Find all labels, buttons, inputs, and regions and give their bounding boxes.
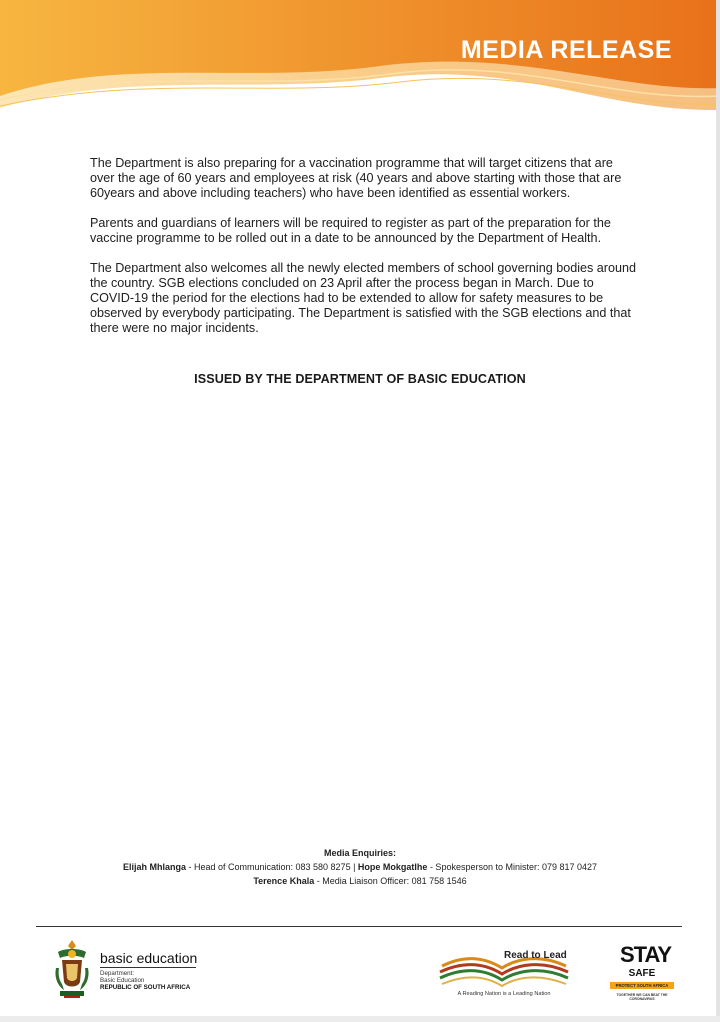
dept-logo-name: basic education bbox=[100, 950, 198, 966]
dept-logo-line1: Department: bbox=[100, 970, 135, 977]
stay-safe-word-stay: STAY bbox=[620, 942, 672, 967]
media-enquiries bbox=[0, 846, 720, 888]
contact-detail: - Spokesperson to Minister: 079 817 0427 bbox=[427, 862, 598, 872]
contact-line-2 bbox=[0, 874, 720, 888]
footer-divider bbox=[36, 926, 682, 927]
coat-of-arms-icon bbox=[50, 938, 94, 1000]
contact-name: Elijah Mhlanga bbox=[122, 862, 186, 872]
dept-logo-underline bbox=[100, 967, 196, 968]
dept-logo-line2: Basic Education bbox=[100, 977, 145, 985]
contact-detail: - Head of Communication: 083 580 8275 | bbox=[185, 862, 358, 872]
page-edge-shadow bbox=[716, 0, 720, 1022]
read-to-lead-tagline: A Reading Nation is a Leading Nation bbox=[457, 991, 551, 997]
stay-safe-small-text: TOGETHER WE CAN BEAT THE CORONAVIRUS bbox=[616, 993, 668, 1001]
release-body bbox=[90, 156, 638, 351]
media-release-title: MEDIA RELEASE bbox=[460, 36, 672, 64]
dept-basic-education-logo bbox=[50, 938, 250, 1004]
contact-name: Hope Mokgatlhe bbox=[357, 862, 428, 872]
paragraph-vaccination: The Department is also preparing for a vaccination programme that will target citizens that are over the age of 60 years and employees at risk (40 years and above starting with those that are 60years and above including teachers) who have been identified as essential workers. bbox=[90, 156, 622, 200]
issued-by-statement: ISSUED BY THE DEPARTMENT OF BASIC EDUCATION bbox=[194, 372, 526, 386]
read-to-lead-title: Read to Lead bbox=[504, 950, 567, 961]
protect-south-africa-bar: PROTECT SOUTH AFRICA bbox=[610, 982, 674, 989]
paragraph-sgb-elections: The Department also welcomes all the newly elected members of school governing bodies around the country. SGB elections concluded on 23 April after the process began in March. Due to COVID-19 the period for the elections had to be extended to allow for safety measures to be observed by everybody participating. The Department is satisfied with the SGB elections and that there were no major incidents. bbox=[90, 261, 637, 335]
enquiries-heading: Media Enquiries: bbox=[323, 848, 396, 858]
contact-detail: - Media Liaison Officer: 081 758 1546 bbox=[314, 876, 467, 886]
paragraph-registration: Parents and guardians of learners will be required to register as part of the preparation for the vaccine programme to be rolled out in a date to be announced by the Department of Health. bbox=[90, 216, 611, 245]
page-bottom-shadow bbox=[0, 1016, 720, 1022]
header-banner bbox=[0, 0, 720, 120]
dept-logo-subtext bbox=[100, 970, 190, 992]
dept-logo-line3: REPUBLIC OF SOUTH AFRICA bbox=[100, 984, 191, 992]
read-to-lead-logo bbox=[436, 944, 572, 1002]
contact-name: Terence Khala bbox=[253, 876, 315, 886]
contact-line-1 bbox=[0, 860, 720, 874]
stay-safe-word-safe: SAFE bbox=[628, 968, 656, 979]
stay-safe-logo bbox=[604, 942, 680, 1004]
